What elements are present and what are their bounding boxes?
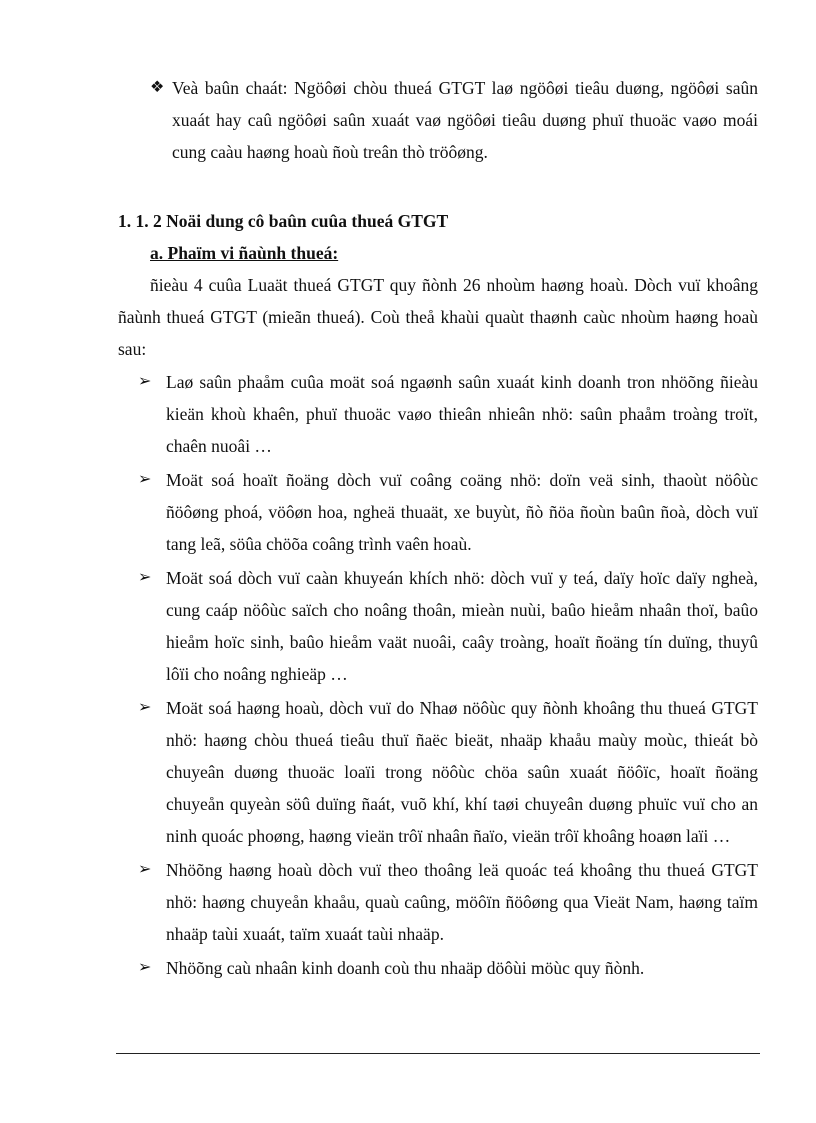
- list-item-text: Moät soá haøng hoaù, dòch vuï do Nhaø nöôùc quy ñònh khoâng thu thueá GTGT nhö: haøng chòu thueá tieâu thuï ñaëc bieät, nhaäp khaåu maùy moùc, thieát bò chuyeân duøng thuoäc loaïi trong nöôùc chöa saûn xuaát ñöôïc, hoaït ñoäng chuyeån quyeàn söû duïng ñaát, vuõ khí, khí taøi chuyeân duøng phuïc vuï cho an ninh quoác phoøng, haøng vieän trôï nhaân ñaïo, vieän trôï khoâng hoaøn laïi …: [166, 698, 758, 846]
- arrow-bullet-icon: ➢: [138, 959, 152, 976]
- intro-bullet: [150, 72, 758, 168]
- list-item-text: Moät soá hoaït ñoäng dòch vuï coâng coäng nhö: doïn veä sinh, thaoùt nöôùc ñöôøng phoá, vöôøn hoa, ngheä thuaät, xe buyùt, ñò ñöa ñoùn baûn ñoà, dòch vuï tang leã, söûa chöõa coâng trình vaên hoaù.: [166, 470, 758, 554]
- diamond-bullet-icon: ❖: [150, 79, 165, 96]
- arrow-bullet-icon: ➢: [138, 699, 152, 716]
- list-item: [138, 854, 758, 950]
- arrow-bullet-icon: ➢: [138, 569, 152, 586]
- body-paragraph: ñieàu 4 cuûa Luaät thueá GTGT quy ñònh 26 nhoùm haøng hoaù. Dòch vuï khoâng ñaùnh thueá GTGT (mieãn thueá). Coù theå khaùi quaùt thaønh caùc nhoùm haøng hoaù sau:: [118, 275, 758, 359]
- list-item: [138, 464, 758, 560]
- arrow-bullet-icon: ➢: [138, 373, 152, 390]
- section-heading: 1. 1. 2 Noäi dung cô baûn cuûa thueá GTGT: [118, 211, 449, 231]
- list-item: [138, 952, 758, 984]
- list-item-text: Moät soá dòch vuï caàn khuyeán khích nhö: dòch vuï y teá, daïy hoïc daïy ngheà, cung caáp nöôùc saïch cho noâng thoân, mieàn nuùi, baûo hieåm nhaân thoï, baûo hieåm hoïc sinh, baûo hieåm vaät nuoâi, caây troàng, hoaït ñoäng tín duïng, thuyû lôïi cho noâng nghieäp …: [166, 568, 758, 684]
- intro-text: Veà baûn chaát: Ngöôøi chòu thueá GTGT laø ngöôøi tieâu duøng, ngöôøi saûn xuaát hay caû ngöôøi saûn xuaát vaø ngöôøi tieâu duøng phuï thuoäc vaøo moái cung caàu haøng hoaù ñoù treân thò tröôøng.: [172, 78, 758, 162]
- list-item: [138, 692, 758, 852]
- footer-divider: [116, 1053, 760, 1054]
- arrow-bullet-icon: ➢: [138, 471, 152, 488]
- subheading: a. Phaïm vi ñaùnh thueá:: [150, 243, 339, 263]
- list-item-text: Nhöõng caù nhaân kinh doanh coù thu nhaäp döôùi möùc quy ñònh.: [166, 958, 645, 978]
- arrow-bullet-icon: ➢: [138, 861, 152, 878]
- bullet-list: [138, 366, 758, 986]
- list-item-text: Nhöõng haøng hoaù dòch vuï theo thoâng leä quoác teá khoâng thu thueá GTGT nhö: haøng chuyeån khaåu, quaù caûng, möôïn ñöôøng qua Vieät Nam, haøng taïm nhaäp taùi xuaát, taïm xuaát taùi nhaäp.: [166, 860, 758, 944]
- list-item: [138, 366, 758, 462]
- list-item: [138, 562, 758, 690]
- list-item-text: Laø saûn phaåm cuûa moät soá ngaønh saûn xuaát kinh doanh tron nhöõng ñieàu kieän khoù khaên, phuï thuoäc vaøo thieân nhieân nhö: saûn phaåm troàng troït, chaên nuoâi …: [166, 372, 758, 456]
